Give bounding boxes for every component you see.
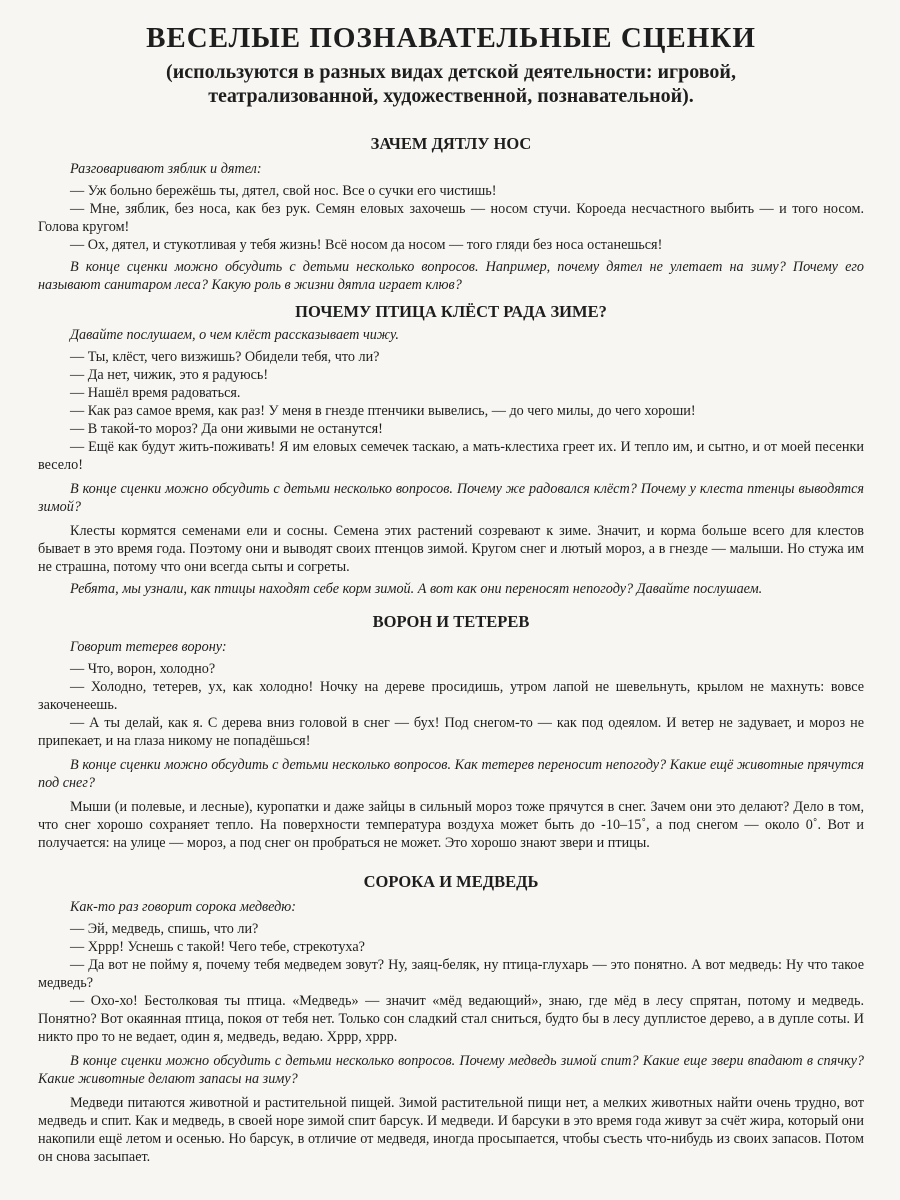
dialogue-line: — Ох, дятел, и стукотливая у тебя жизнь! Всё носом да носом — того гляди без носа останешься! (70, 237, 663, 253)
subtitle-line-2: театрализованной, художественной, познавательной). (208, 85, 694, 107)
dialogue-line: — Уж больно бережёшь ты, дятел, свой нос. Все о сучки его чистишь! (70, 183, 497, 199)
dialogue-line: — Ты, клёст, чего визжишь? Обидели тебя, что ли? (70, 349, 380, 365)
page-title: ВЕСЕЛЫЕ ПОЗНАВАТЕЛЬНЫЕ СЦЕНКИ (146, 22, 756, 54)
discussion-questions: В конце сценки можно обсудить с детьми несколько вопросов. Например, почему дятел не улетает на зиму? Почему его называют санитаром леса? Какую роль в жизни дятла играет клюв? (38, 259, 864, 293)
dialogue-line: — Как раз самое время, как раз! У меня в гнезде птенчики вывелись, — до чего милы, до чего хороши! (70, 403, 696, 419)
dialogue-line: — Ещё как будут жить-поживать! Я им еловых семечек таскаю, а мать-клестиха греет их. И тепло им, и сытно, и от моей песенки весело! (38, 439, 864, 473)
dialogue-line: — В такой-то мороз? Да они живыми не останутся! (70, 421, 383, 437)
section-intro: Как-то раз говорит сорока медведю: (70, 899, 297, 915)
page-subtitle (38, 60, 864, 108)
section-title: СОРОКА И МЕДВЕДЬ (363, 872, 539, 891)
transition-paragraph: Ребята, мы узнали, как птицы находят себе корм зимой. А вот как они переносят непогоду? Давайте послушаем. (70, 581, 763, 597)
dialogue-line: — Охо-хо! Бестолковая ты птица. «Медведь» — значит «мёд ведающий», знаю, где мёд в лесу спрятан, потому и медведь. Понятно? Вот окаянная птица, покоя от тебя нет. Только сон сладкий стал сниться, будто бы в лесу дуплистое дерево, а в дупле соты. И никто про то не ведает, один я, медведь, ведаю. Хррр, хррр. (38, 993, 864, 1045)
dialogue-line: — Хррр! Уснешь с такой! Чего тебе, стрекотуха? (70, 939, 365, 955)
section-crossbill (38, 302, 864, 598)
dialogue-line: — Эй, медведь, спишь, что ли? (70, 921, 259, 937)
discussion-questions: В конце сценки можно обсудить с детьми несколько вопросов. Почему медведь зимой спит? Какие еще звери впадают в спячку? Какие животные делают запасы на зиму? (38, 1053, 864, 1087)
section-intro: Разговаривают зяблик и дятел: (70, 161, 262, 177)
discussion-questions: В конце сценки можно обсудить с детьми несколько вопросов. Как тетерев переносит непогоду? Какие ещё животные прячутся под снег? (38, 757, 864, 791)
section-magpie-bear (38, 872, 864, 1166)
section-title: ЗАЧЕМ ДЯТЛУ НОС (370, 134, 532, 153)
section-woodpecker (38, 134, 864, 294)
discussion-questions: В конце сценки можно обсудить с детьми несколько вопросов. Почему же радовался клёст? Почему у клеста птенцы выводятся зимой? (38, 481, 864, 515)
section-raven-grouse (38, 612, 864, 852)
info-paragraph: Клесты кормятся семенами ели и сосны. Семена этих растений созревают к зиме. Значит, и корма больше всего для клестов бывает в это время года. Поэтому они и выводят своих птенцов зимой. Кругом снег и лютый мороз, а в гнезде — малыши. Но стужа им не страшна, потому что они всегда сыты и согреты. (38, 523, 864, 575)
dialogue-line: — Мне, зяблик, без носа, как без рук. Семян еловых захочешь — носом стучи. Короеда несчастного выбить — и того носом. Голова кругом! (38, 201, 864, 235)
info-paragraph: Мыши (и полевые, и лесные), куропатки и даже зайцы в сильный мороз тоже прячутся в снег. Зачем они это делают? Дело в том, что снег хорошо сохраняет тепло. На поверхности температура воздуха может быть до -10–15˚, а под снегом — около 0˚. Вот и получается: на улице — мороз, а под снег он пробраться не может. Это хорошо знают звери и птицы. (38, 799, 864, 851)
section-title: ПОЧЕМУ ПТИЦА КЛЁСТ РАДА ЗИМЕ? (295, 302, 607, 321)
dialogue-line: — Нашёл время радоваться. (70, 385, 241, 401)
section-intro: Говорит тетерев ворону: (70, 639, 227, 655)
dialogue-line: — Да вот не пойму я, почему тебя медведем зовут? Ну, заяц-беляк, ну птица-глухарь — это понятно. А вот медведь: Ну что такое медведь? (38, 957, 864, 991)
dialogue-line: — А ты делай, как я. С дерева вниз головой в снег — бух! Под снегом-то — как под одеялом. И ветер не задувает, и мороз не припекает, и на глаза никому не попадёшься! (38, 715, 864, 749)
info-paragraph: Медведи питаются животной и растительной пищей. Зимой растительной пищи нет, а мелких животных найти очень трудно, вот медведь и спит. Как и медведь, в своей норе зимой спит барсук. И медведи. И барсуки в это время года живут за счёт жира, который они накопили ещё летом и осенью. Но барсук, в отличие от медведя, иногда просыпается, чтобы съесть что-нибудь из своих запасов. Потом он снова засыпает. (38, 1095, 864, 1165)
dialogue-line: — Что, ворон, холодно? (70, 661, 216, 677)
section-title: ВОРОН И ТЕТЕРЕВ (372, 612, 530, 631)
section-intro: Давайте послушаем, о чем клёст рассказывает чижу. (70, 327, 399, 343)
dialogue-line: — Да нет, чижик, это я радуюсь! (70, 367, 269, 383)
dialogue-line: — Холодно, тетерев, ух, как холодно! Ночку на дереве просидишь, утром лапой не шевельнуть, крылом не махнуть: вовсе закоченеешь. (38, 679, 864, 713)
subtitle-line-1: (используются в разных видах детской деятельности: игровой, (166, 61, 736, 83)
